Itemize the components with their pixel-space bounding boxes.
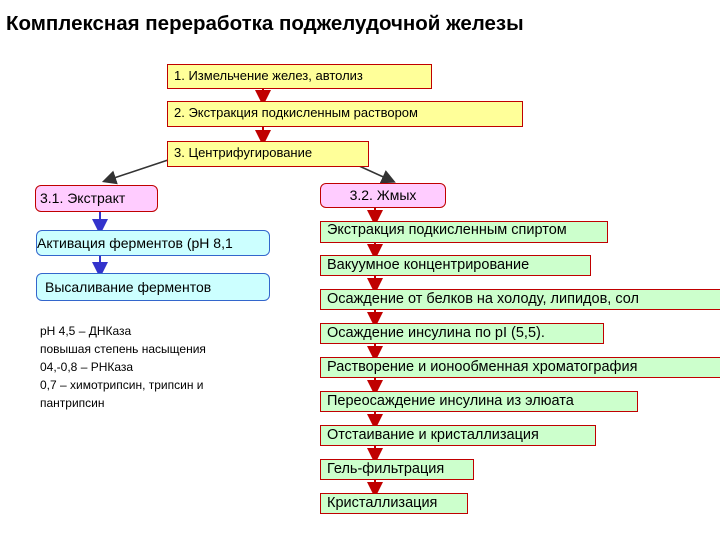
r-step-9-text: Кристаллизация (327, 495, 438, 511)
step-1-box: 1. Измельчение желез, автолиз (167, 64, 432, 89)
r-step-5-text: Растворение и ионообменная хроматография (327, 359, 638, 375)
r-step-7-text: Отстаивание и кристаллизация (327, 427, 539, 443)
r-step-6-text: Переосаждение инсулина из элюата (327, 393, 574, 409)
step-3-box: 3. Центрифугирование (167, 141, 369, 167)
salting-box: Высаливание ферментов (36, 273, 270, 301)
note-line: 0,7 – химотрипсин, трипсин и (40, 378, 204, 392)
activation-box: Активация ферментов (рН 8,1 (36, 230, 270, 256)
r-step-2-text: Вакуумное концентрирование (327, 257, 530, 273)
r-step-8-text: Гель-фильтрация (327, 461, 445, 477)
note-line: пантрипсин (40, 396, 105, 410)
arrow-to-extract (108, 160, 168, 180)
note-line: рН 4,5 – ДНКаза (40, 324, 132, 338)
note-line: 04,-0,8 – РНКаза (40, 360, 134, 374)
step-2-box: 2. Экстракция подкисленным раствором (167, 101, 523, 127)
page-title: Комплексная переработка поджелудочной железы (6, 12, 524, 35)
note-line: повышая степень насыщения (40, 342, 206, 356)
fractionation-notes (40, 322, 206, 412)
zhmykh-box: 3.2. Жмых (320, 183, 446, 208)
r-step-3-text: Осаждение от белков на холоду, липидов, сол (327, 291, 639, 307)
extract-box: 3.1. Экстракт (35, 185, 158, 212)
r-step-4-text: Осаждение инсулина по pI (5,5). (327, 325, 545, 341)
r-step-1-text: Экстракция подкисленным спиртом (327, 222, 567, 238)
